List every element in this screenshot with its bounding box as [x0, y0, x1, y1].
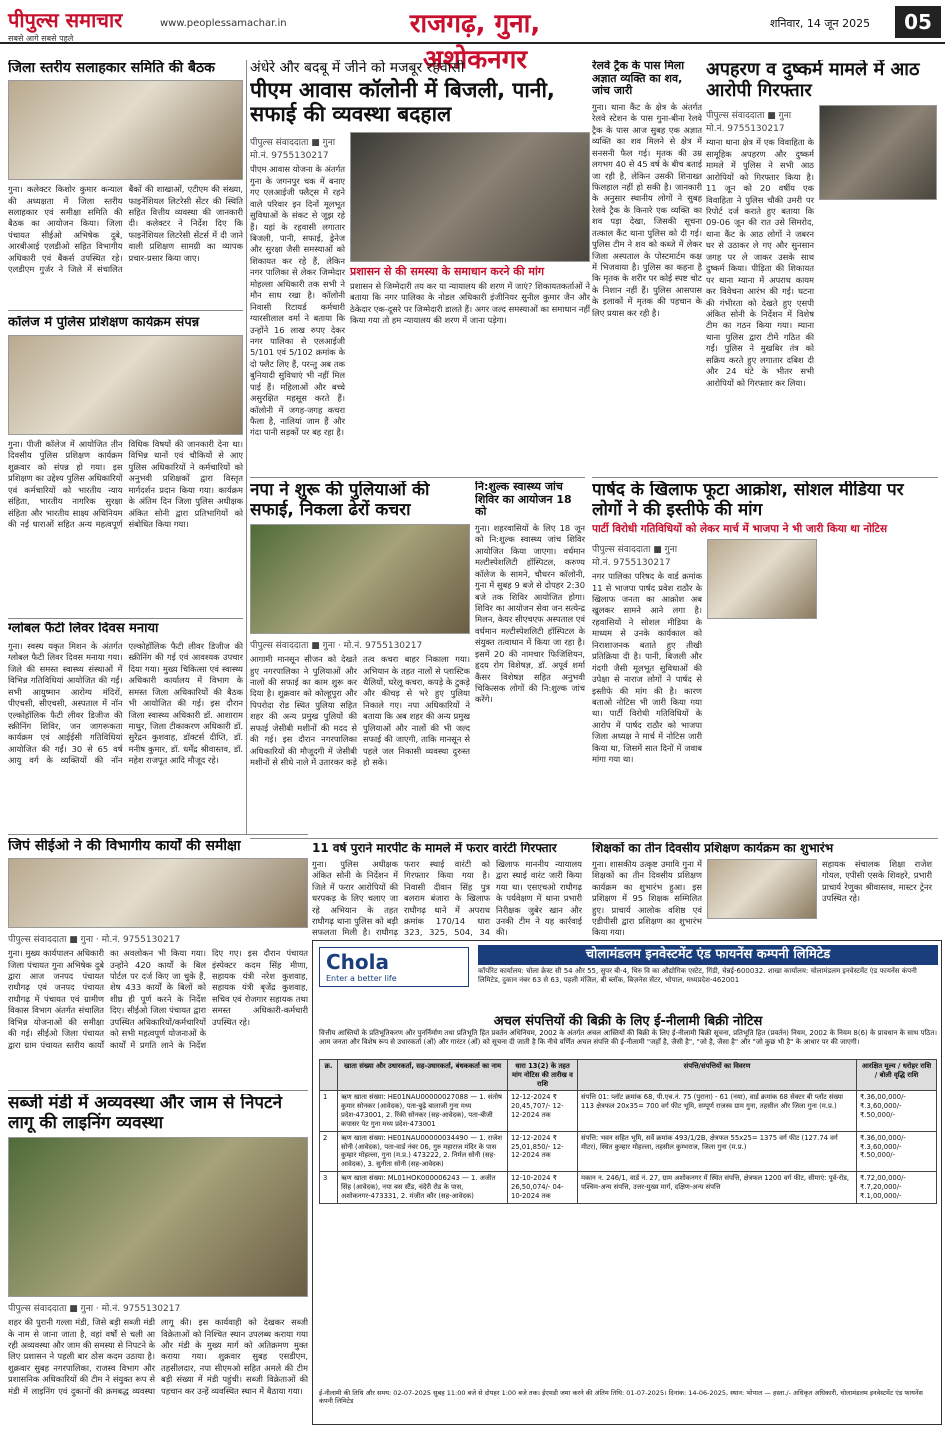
article-body: गुना। थाना कैंट के क्षेत्र के अंतर्गत रेलवे स्टेशन के पास गुना-बीना रेलवे ट्रैक के पास आज सुबह एक अज्ञात व्यक्ति का शव मिलने से क्षेत्र में सनसनी फैल गई। मृतक की उम्र लगभग 40 से 45 वर्ष के बीच बताई जा रही है, लेकिन उसकी शिनाख्त फिलहाल नहीं हो सकी है। जानकारी के अनुसार स्थानीय लोगों ने सुबह रेलवे ट्रैक के किनारे एक व्यक्ति का शव पड़ा देखा, जिसकी सूचना तत्काल कैंट थाना पुलिस को दी गई। पुलिस टीम ने शव को कब्जे में लेकर जिला अस्पताल के पोस्टमार्टम कक्ष में भिजवाया है। पुलिस का कहना है कि मृतक के शरीर पर कोई स्पष्ट चोट के निशान नहीं हैं। पुलिस आसपास के इलाकों में मृतक की पहचान के लिए प्रयास कर रही है। [592, 101, 702, 318]
headline: नि:शुल्क स्वास्थ्य जांच शिविर का आयोजन 18 को [475, 481, 572, 519]
issue-date: शनिवार, 14 जून 2025 [770, 17, 871, 30]
row-number: 1 [320, 1091, 338, 1131]
byline: पीपुल्स संवाददाता ■ गुना · मो.नं. 9755130217 [8, 1304, 181, 1315]
headline: शिक्षकों का तीन दिवसीय प्रशिक्षण कार्यक्रम का शुभारंभ [592, 842, 834, 855]
byline: पीपुल्स संवाददाता ■ गुना मो.नं. 9755130217 [250, 138, 336, 162]
headline: 11 वर्ष पुराने मारपीट के मामले में फरार वारंटी गिरफ्तार [312, 842, 557, 855]
article-body: गुना। स्वस्थ यकृत मिशन के अंतर्गत ग्लोबल फैटी लिवर दिवस मनाया गया। जिले की समस्त स्वास्थ्य संस्थाओं में विभिन्न गतिविधियां आयोजित की गईं। सभी आयुष्मान आरोग्य मंदिरों, पीएचसी, सीएचसी, अस्पताल में नॉन एल्कोहॉलिक फैटी लीवर डिजीज की स्क्रीनिंग शिविर, जन जागरूकता कार्यक्रम एवं आईईसी गतिविधियां आयोजित की गईं। 30 से 65 वर्ष आयु वर्ग के व्यक्तियों की नॉन एल्कोहॉलिक फैटी लीवर डिजीज की स्क्रीनिंग की गई एवं आवश्यक उपचार दिया गया। मुख्य चिकित्सा एवं स्वास्थ्य अधिकारी कार्यालय में विभाग के समस्त जिला अधिकारियों की बैठक भी आयोजित की गई। इस दौरान जिला स्वास्थ्य अधिकारी डॉ. आशाराम माथुर, जिला टीकाकरण अधिकारी डॉ. सुरेंद्रन कुशवाह, डॉक्टर्स दीप्ति, डॉ. मनीष कुमार, डॉ. धर्मेंद्र श्रीवास्तव, डॉ. महेश राजपूत आदि मौजूद रहे। [8, 640, 243, 766]
account-details: ऋण खाता संख्या: HE01NAU00000027088 — 1. संतोष कुमार सोनकर (आवेदक), पता-बुढ़े बालाजी गुना मध्य प्रदेश-473001, 2. रिंकी सोनकर (सह-आवेदक), पता-बीजी कपासर पेट गुना मध्य प्रदेश-473001 [338, 1091, 508, 1131]
article-body: गुना। मुख्य कार्यपालन अधिकारी जिला पंचायत गुना अभिषेक दुबे द्वारा आज जनपद पंचायत राघौगढ़ एवं जनपद पंचायत राघौगढ़ में पंचायत एवं ग्रामीण विकास विभाग अंतर्गत संचालित विभिन्न योजनाओं की समीक्षा की गई। सीईओ जिला पंचायत द्वारा ग्राम पंचायत स्तरीय कार्यों का अवलोकन भी किया गया। उन्होंने 420 कार्यों के बिल पोर्टल पर दर्ज किए जा चुके हैं, शेष 433 कार्यों के बिलों को शीघ्र ही पूर्ण करने के निर्देश दिए। सीईओ जिला पंचायत द्वारा उपस्थित अधिकारियों/कर्मचारियों को सभी महत्वपूर्ण योजनाओं के कार्यों में प्रगति लाने के निर्देश दिए गए। इस दौरान पंचायत इंस्पेक्टर कदम सिंह मीणा, सहायक यंत्री नरेश कुशवाह, सहायक यंत्री बृजेंद्र कुशवाह, सचिव एवं रोजगार सहायक तथा समस्त अधिकारी-कर्मचारी उपस्थित रहे। [8, 948, 308, 1050]
meeting-photo [8, 80, 243, 180]
article-body: गुना। कलेक्टर किशोर कुमार कन्याल की अध्यक्षता में जिला स्तरीय सलाहकार एवं समीक्षा समिति की बैठक का आयोजन किया। जिला पंचायत सीईओ अभिषेक दुबे, आरबीआई एलडीओ सहित विभागीय अधिकारी एवं बैंकर्स उपस्थित रहे। एलडीएम गुर्जर ने जिले में संचालित बैंकों की शाखाओं, एटीएम की संख्या, फाइनेंशियल लिटरेसी सेंटर की स्थिति सहित वित्तीय व्यवस्था की जानकारी दी। कलेक्टर ने निर्देश दिए कि फाइनेंशियल लिटरेसी सेंटर्स में दी जाने वाली प्रशिक्षण सामग्री का व्यापक प्रचार-प्रसार किया जाए। [8, 184, 243, 275]
row-number: 3 [320, 1172, 338, 1203]
byline: पीपुल्स संवाददाता ■ गुना मो.नं. 9755130217 [592, 545, 678, 569]
byline: पीपुल्स संवाददाता ■ गुना · मो.नं. 9755130217 [250, 641, 423, 652]
column-header: क्र. [320, 1060, 338, 1091]
headline: नपा ने शुरू की पुलियाओं की सफाई, निकला ढेरों कचरा [250, 481, 430, 520]
property-details: मकान न. 246/1, वार्ड नं. 27, ग्राम अशोकनगर में स्थित संपत्ति, क्षेत्रफल 1200 वर्ग फीट, सीमाएं: पूर्व-रोड, पश्चिम-अन्य संपत्ति, उत्तर-मुख्य मार्ग, दक्षिण-अन्य संपत्ति [578, 1172, 857, 1203]
article-body: म्याना थाना क्षेत्र में एक विवाहिता के सामूहिक अपहरण और दुष्कर्म मामले में पुलिस ने सभी आठ आरोपियों को गिरफ्तार किया है। 11 जून को 20 वर्षीय एक विवाहिता ने पुलिस चौकी उमरी पर रिपोर्ट दर्ज कराते हुए बताया कि 09-06 जून की रात उसे सिमरोद, थाना कैंट के आठ लोगों ने जबरन घर से उठाकर ले गए और सुनसान जगह पर ले जाकर उसके साथ दुष्कर्म किया। पीड़िता की शिकायत पर थाना म्याना में अपराध कायम कर विवेचना आरंभ की गई। घटना की गंभीरता को देखते हुए एसपी अंकित सोनी के निर्देशन में विशेष टीम का गठन किया गया। म्याना थाना पुलिस द्वारा टीमें गठित की गईं। पुलिस ने मुखबिर तंत्र को सक्रिय करते हुए लगातार दबिश दी और 24 घंटे के भीतर सभी आरोपियों को गिरफ्तार कर लिया। [706, 137, 814, 388]
price-cell: ₹.36,00,000/- ₹.3,60,000/- ₹.50,000/- [857, 1091, 937, 1131]
headline: ग्लोबल फैटी लिवर दिवस मनाया [8, 622, 159, 636]
column-header: खाता संख्या और उधारकर्ता, सह-उधारकर्ता, बंधककर्ता का नाम [338, 1060, 508, 1091]
byline: पीपुल्स संवाददाता ■ गुना मो.नं. 9755130217 [706, 111, 792, 135]
demand-notice: 12-12-2024 ₹ 20,45,707/- 12-12-2024 तक [508, 1091, 578, 1131]
website-link[interactable]: www.peoplessamachar.in [160, 18, 287, 29]
company-address: कॉर्पोरेट कार्यालय: चोला क्रेस्ट सी 54 और 55, सुपर बी-4, थिरु वि का औद्योगिक एस्टेट, गिंडी, चेन्नई-600032. शाखा कार्यालय: चोलामंडलम इनवेस्टमेंट एंड फायनेंस कंपनी लिमिटेड, दुकान नंबर 63 से 63, पहली मंजिल, बी ब्लॉक, बिज़नेस सेंटर, भोपाल, मध्यप्रदेश-462001 [478, 967, 917, 985]
article-railway [592, 60, 702, 475]
demand-notice: 12-12-2024 ₹ 25,01,850/- 12-12-2024 तक [508, 1131, 578, 1171]
article-marpit [312, 842, 582, 937]
logo-tagline: सबसे आगे सबसे पहले [8, 34, 74, 43]
article-body: पीएम आवास योजना के अंतर्गत गुना के जगनपुर चक में बनाए गए एलआईजी फ्लैट्स में रहने वाले परिवार इन दिनों मूलभूत सुविधाओं के संकट से जूझ रहे हैं। यहां के रहवासी लगातार बिजली, पानी, सफाई, ड्रेनेज और सुरक्षा जैसी समस्याओं को शिकायत कर रहे हैं, लेकिन नगर पालिका से लेकर जिम्मेदार मोहल्ला अधिकारी तक सभी ने मौन साध रखा है। कॉलोनी निवासी रिटायर्ड कर्मचारी ग्यारसीलाल वर्मा ने बताया कि उन्होंने 16 लाख रुपए देकर नगर पालिका से एलआईजी 5/101 एवं 5/102 क्रमांक के दो फ्लैट लिए हैं, परन्तु अब तक बुनियादी सुविधाएं भी नहीं मिल पाई हैं। महिलाओं और बच्चे असुरक्षित महसूस करते हैं। कॉलोनी में जगह-जगह कचरा फैला है, नालियां जाम हैं और गंदा पानी सड़कों पर बह रहा है। [250, 164, 345, 438]
article-body: गुना। शासकीय उत्कृष्ट उमावि गुना में शिक्षकों का तीन दिवसीय प्रशिक्षण कार्यक्रम का शुभारंभ हुआ। इस प्रशिक्षण में 95 शिक्षक सम्मिलित हुए। प्राचार्य आलोक वशिष्ठ एवं एडीपीसी द्वारा प्रशिक्षण का शुभारंभ किया गया। [592, 858, 702, 937]
chola-auction-ad [312, 940, 942, 1425]
property-details: संपत्ति: भवन सहित भूमि, सर्वे क्रमांक 493/1/2B, क्षेत्रफल 55x25= 1375 वर्ग फीट (127.74 वर्ग मीटर), स्थित कुम्हार मोहल्ला, तहसील कुम्भराज, जिला गुना (म.प्र.) [578, 1131, 857, 1171]
byline: पीपुल्स संवाददाता ■ गुना · मो.नं. 9755130217 [8, 935, 181, 946]
training-photo [8, 335, 243, 435]
photo-caption: सहायक संचालक शिक्षा राजेश गोयल, एपीसी एसके शिवहरे, प्रभारी प्राचार्य रेणुका श्रीवास्तव, मास्टर ट्रेनर उपस्थित रहे। [822, 858, 932, 904]
article-sabzi-mandi [8, 1094, 308, 1439]
side-body: प्रशासन से जिम्मेदारी तय कर या न्यायालय की शरण में जाएं? शिकायतकर्ताओं ने बताया कि नगर पालिका के नोडल अधिकारी इंजीनियर सुनील कुमार जैन और ठेकेदार एक-दूसरे पर जिम्मेदारी डालते हैं। अगर जल्द समस्याओं का समाधान नहीं किया गया तो हम न्यायालय की शरण में जाना पड़ेगा। [350, 281, 590, 326]
side-headline: प्रशासन से की समस्या के समाधान करने की मांग [350, 265, 545, 279]
price-cell: ₹.72,00,000/- ₹.7,20,000/- ₹.1,00,000/- [857, 1172, 937, 1203]
subhead: पार्टी विरोधी गतिविधियों को लेकर मार्च में भाजपा ने भी जारी किया था नोटिस [592, 523, 888, 536]
ceo-photo [8, 858, 308, 928]
culvert-photo [250, 524, 470, 634]
column-header: संपत्ति/संपत्तियों का विवरण [578, 1060, 857, 1091]
article-body: गुना। पुलिस अधीक्षक अंकित सोनी के निर्देशन में जिले में फरार आरोपियों की धरपकड़ के लिए चलाए जा रहे अभियान के तहत राघौगढ़ थाना पुलिस को बड़ी सफलता मिली है। राघौगढ़ फरार स्थाई वारंटी को गिरफ्तार किया गया है। निवासी दीवान सिंह पुत्र बलराम बंजारा के खिलाफ राघौगढ़ थाने में अपराध क्रमांक 170/14 धारा 323, 325, 504, 34 खिलाफ माननीय न्यायालय द्वारा स्थाई वारंट जारी किया गया था। एसएचओ राघौगढ़ के पर्यवेक्षण में थाना प्रभारी निरीक्षक जुबेर खान और उनकी टीम ने यह कार्रवाई की। [312, 858, 582, 937]
headline: पीएम आवास कॉलोनी में बिजली, पानी, सफाई की व्यवस्था बदहाल [250, 78, 555, 127]
article-body: नगर पालिका परिषद के वार्ड क्रमांक 11 से भाजपा पार्षद प्रवेश राठौर के खिलाफ जनता का आक्रोश अब खुलकर सामने आने लगा है। रहवासियों ने सोशल मीडिया के माध्यम से उनके कार्यकाल को निराशाजनक बताते हुए तीखी प्रतिक्रिया दी है। पानी, बिजली और गंदगी जैसी मूलभूत सुविधाओं की उपेक्षा से नाराज लोगों ने पार्षद से इस्तीफे की मांग की है। कारण बताओ नोटिस भी जारी किया गया था। पार्टी विरोधी गतिविधियों के आरोप में पार्षद राठौर को भाजपा जिला अध्यक्ष ने मार्च में नोटिस जारी किया था, जिसमें सात दिनों में जवाब मांगा गया था। [592, 571, 702, 765]
table-row [320, 1091, 937, 1131]
notice-footer: ई-नीलामी की तिथि और समय: 02-07-2025 सुबह 11:00 बजे से दोपहर 1:00 बजे तक। ईएमडी जमा करने की अंतिम तिथि: 01-07-2025। दिनांक: 14-06-2025, स्थान: भोपाल — हस्ता./- अधिकृत अधिकारी, चोलामंडलम इनवेस्टमेंट एंड फायनेंस कंपनी लिमिटेड [319, 1389, 923, 1406]
row-number: 2 [320, 1131, 338, 1171]
auction-table [319, 1059, 937, 1204]
headline: रेलवे ट्रैक के पास मिला अज्ञात व्यक्ति का शव, जांच जारी [592, 60, 685, 98]
notice-title: अचल संपत्तियों की बिक्री के लिए ई-नीलामी बिक्री नोटिस [493, 1014, 763, 1029]
headline: पार्षद के खिलाफ फूटा आक्रोश, सोशल मीडिया पर लोगों ने की इस्तीफे की मांग [592, 481, 904, 520]
company-name: चोलामंडलम इनवेस्टमेंट एंड फायनेंस कम्पनी लिमिटेड [478, 945, 938, 965]
table-row [320, 1172, 937, 1203]
demand-notice: 12-10-2024 ₹ 26,50,074/- 04-10-2024 तक [508, 1172, 578, 1203]
headline: अपहरण व दुष्कर्म मामले में आठ आरोपी गिरफ्तार [706, 60, 920, 101]
colony-photo [350, 132, 590, 262]
headline: कॉलेज में पुलिस प्रशिक्षण कार्यक्रम संपन्न [8, 316, 200, 330]
table-row [320, 1131, 937, 1171]
article-apharan [706, 60, 938, 475]
headline: जिपं सीईओ ने की विभागीय कार्यों की समीक्षा [8, 838, 241, 854]
article-salahkar [8, 60, 243, 310]
headline: जिला स्तरीय सलाहकार समिति की बैठक [8, 60, 215, 76]
table-header-row [320, 1060, 937, 1091]
article-body: गुना। शहरवासियों के लिए 18 जून को नि:शुल्क स्वास्थ्य जांच शिविर आयोजित किया जाएगा। वर्धमान मल्टीस्पेशलिटी हॉस्पिटल, करुण्य कॉलेज के सामने, चौधरन कॉलोनी, गुना में सुबह 9 बजे से दोपहर 2:30 बजे तक शिविर आयोजित होगा। शिविर का आयोजन सेवा जन सत्येन्द्र मिलन, केयर सीएचएफ अस्पताल एवं वर्धमान मल्टीस्पेशलिटी हॉस्पिटल के संयुक्त तत्वाधान में किया जा रहा है। इसमें 20 की नामचार फिजिशियन, हृदय रोग विशेषज्ञ, डॉ. अपूर्व शर्मा कैंसर विशेषज्ञ सहित अनुभवी चिकित्सक लोगों की नि:शुल्क जांच करेंगे। [475, 522, 585, 705]
article-body: शहर की पुरानी गल्ला मंडी, जिसे बड़ी सब्जी मंडी के नाम से जाना जाता है, वहां वर्षों से चली आ रही अव्यवस्था और जाम की समस्या से निपटने के लिए प्रशासन ने पहली बार ठोस कदम उठाया है। शुक्रवार सुबह नगरपालिका, राजस्व विभाग और प्रशासनिक अधिकारियों की टीम ने संयुक्त रूप से मंडी में लाइनिंग एवं दुकानों की क्रमबद्ध व्यवस्था लागू की। इस कार्यवाही को देखकर सब्जी विक्रेताओं को निश्चित स्थान उपलब्ध कराया गया और मंडी के मुख्य मार्ग को अतिक्रमण मुक्त कराया गया। शुक्रवार सुबह एसडीएम, तहसीलदार, नपा सीएमओ सहित अमले की टीम बड़ी संख्या में मंडी पहुंची। सब्जी विक्रेताओं की पहचान कर उन्हें व्यवस्थित स्थान में बैठाया गया। [8, 1317, 308, 1396]
newspaper-logo [8, 6, 122, 44]
account-details: ऋण खाता संख्या: HE01NAU00000034490 — 1. राजेश सोनी (आवेदक), पता-वार्ड नंबर 06, गुरु महाराज मंदिर के पास कुम्हार मोहल्ला, गुना (म.प्र.) 473222, 2. निर्मल सोनी (सह-आवेदक), 3. सुनीता सोनी (सह-आवेदक) [338, 1131, 508, 1171]
notice-image [707, 539, 817, 619]
logo-text: Chola [326, 950, 390, 974]
training-photo [707, 859, 817, 919]
page-number: 05 [895, 6, 941, 38]
notice-intro: वित्तीय आस्तियों के प्रतिभूतिकरण और पुनर्निर्माण तथा प्रतिभूति हित प्रवर्तन अधिनियम, 2002 के अंतर्गत अचल आस्तियों की बिक्री के लिए ई-नीलामी बिक्री सूचना, प्रतिभूति हित (प्रवर्तन) नियम, 2002 के नियम 8(6) के प्रावधान के साथ पठित। आम जनता और विशेष रूप से उधारकर्ता (ओं) और गारंटर (ओं) को सूचना दी जाती है कि नीचे वर्णित अचल संपत्ति की ई-नीलामी "जहाँ है, जैसी है", "जो है, जैसा है" और "जो कुछ भी है" के आधार पर की जाएगी। [319, 1029, 937, 1047]
article-body: आगामी मानसून सीजन को देखते हुए नगरपालिका ने पुलियाओं और नालों की सफाई का काम शुरू कर दिया है। शुक्रवार को कोल्हूपुरा और पिपरोदा रोड स्थित पुलिया सहित शहर की अन्य प्रमुख पुलियों की सफाई जेसीबी मशीनों की मदद से की गई। इस दौरान नगरपालिका अधिकारियों की मौजूदगी में जेसीबी मशीनों से सीधे नाले में उतारकर कड़े तत्व कचरा बाहर निकाला गया। अभियान के तहत नालों से प्लास्टिक थैलियों, घरेलू कचरा, कपड़े के टुकड़े और कीचड़ से भरे हुए पुलिया निकाले गए। नपा अधिकारियों ने बताया कि अब शहर की अन्य प्रमुख पुलियाओं और नालों की भी जल्द सफाई की जाएगी, ताकि मानसून से पहले जल निकासी व्यवस्था दुरुस्त हो सके। [250, 654, 470, 768]
article-swasthya [475, 481, 585, 836]
price-cell: ₹.36,00,000/- ₹.3,60,000/- ₹.50,000/- [857, 1131, 937, 1171]
article-body: गुना। पीजी कॉलेज में आयोजित तीन दिवसीय पुलिस प्रशिक्षण कार्यक्रम शुक्रवार को संपन्न हो गया। इस प्रशिक्षण का उद्देश्य पुलिस अधिकारियों एवं कर्मचारियों को भारतीय न्याय संहिता, भारतीय नागरिक सुरक्षा संहिता और भारतीय साक्ष्य अधिनियम की नई धाराओं सहित अन्य महत्वपूर्ण विधिक विषयों की जानकारी देना था। विभिन्न थानों एवं चौकियों से आए पुलिस अधिकारियों ने कर्मचारियों को अनुभवी प्रशिक्षकों द्वारा विस्तृत मार्गदर्शन प्रदान किया गया। कार्यक्रम के अंतिम दिन जिला पुलिस अधीक्षक अंकित सोनी द्वारा प्रतिभागियों को संबोधित किया गया। [8, 438, 243, 529]
article-napa [250, 481, 470, 836]
article-ceo-review [8, 838, 308, 1088]
logo-text: पीपुल्स समाचार [8, 8, 123, 32]
article-pm-awas [250, 60, 590, 475]
column-header: आरक्षित मूल्य / धरोहर राशि / बोली वृद्धि राशि [857, 1060, 937, 1091]
article-parshad [592, 481, 938, 836]
property-details: संपत्ति 01: प्लॉट क्रमांक 68, पी.एच.नं. 75 (पुराना) - 61 (नया), वार्ड क्रमांक 68 सेक्टर बी प्लॉट संख्या 113 क्षेत्रफल 20x35= 700 वर्ग फीट भूमि, सम्पूर्ण राजस्व ग्राम गुना, तहसील और जिला गुना (म.प्र.) [578, 1091, 857, 1131]
accused-photo [819, 105, 937, 200]
article-shikshak [592, 842, 938, 937]
article-college [8, 316, 243, 616]
logo-tagline: Enter a better life [326, 974, 397, 983]
mandi-photo [8, 1137, 308, 1297]
column-header: धारा 13(2) के तहत मांग नोटिस की तारीख व राशि [508, 1060, 578, 1091]
kicker: अंधेरे और बदबू में जीने को मजबूर रहवासी [250, 60, 465, 76]
section-title: राजगढ़, गुना, अशोकनगर [409, 9, 541, 75]
account-details: ऋण खाता संख्या: ML01HOK000006243 — 1. अजीत सिंह (आवेदक), नया बस स्टैंड, चंदेरी रोड के पास, अशोकनगर-473331, 2. मंजीत कौर (सह-आवेदक) [338, 1172, 508, 1203]
chola-logo [319, 947, 469, 987]
headline: सब्जी मंडी में अव्यवस्था और जाम से निपटने लागू की लाइनिंग व्यवस्था [8, 1094, 283, 1133]
article-fatty-liver [8, 622, 243, 832]
